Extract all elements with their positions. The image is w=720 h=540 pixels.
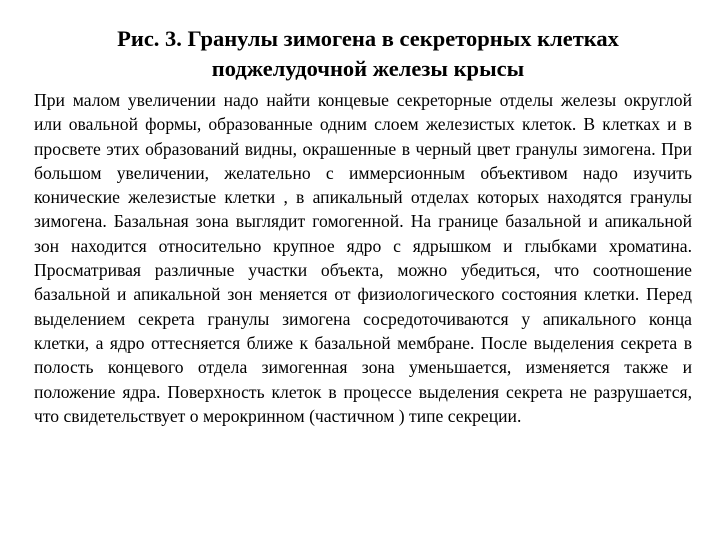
description-paragraph: При малом увеличении надо найти концевые секреторные отделы железы округлой или овальной формы, образованные одним слоем железистых клеток. В клетках и в просвете этих образований видны, окрашенные в черный цвет гранулы зимогена. При большом увеличении, желательно с иммерсионным объективом надо изучить конические железистые клетки , в апикальный отделах которых находятся гранулы зимогена. Базальная зона выглядит гомогенной. На границе базальной и апикальной зон находится относительно крупное ядро с ядрышком и глыбками хроматина. Просматривая различные участки объекта, можно убедиться, что соотношение базальной и апикальной зон меняется от физиологического состояния клетки. Перед выделением секрета гранулы зимогена сосредоточиваются у апикального конца клетки, а ядро оттесняется ближе к базальной мембране. После выделения секрета в полость концевого отдела зимогенная зона уменьшается, изменяется также и положение ядра. Поверхность клеток в процессе выделения секрета не разрушается, что свидетельствует о мерокринном (частичном ) типе секреции. [34, 90, 692, 426]
figure-title-line-1: Рис. 3. Гранулы зимогена в секреторных клетках [117, 26, 619, 51]
figure-title [34, 24, 692, 84]
figure-title-line-2: поджелудочной железы крысы [211, 56, 525, 81]
